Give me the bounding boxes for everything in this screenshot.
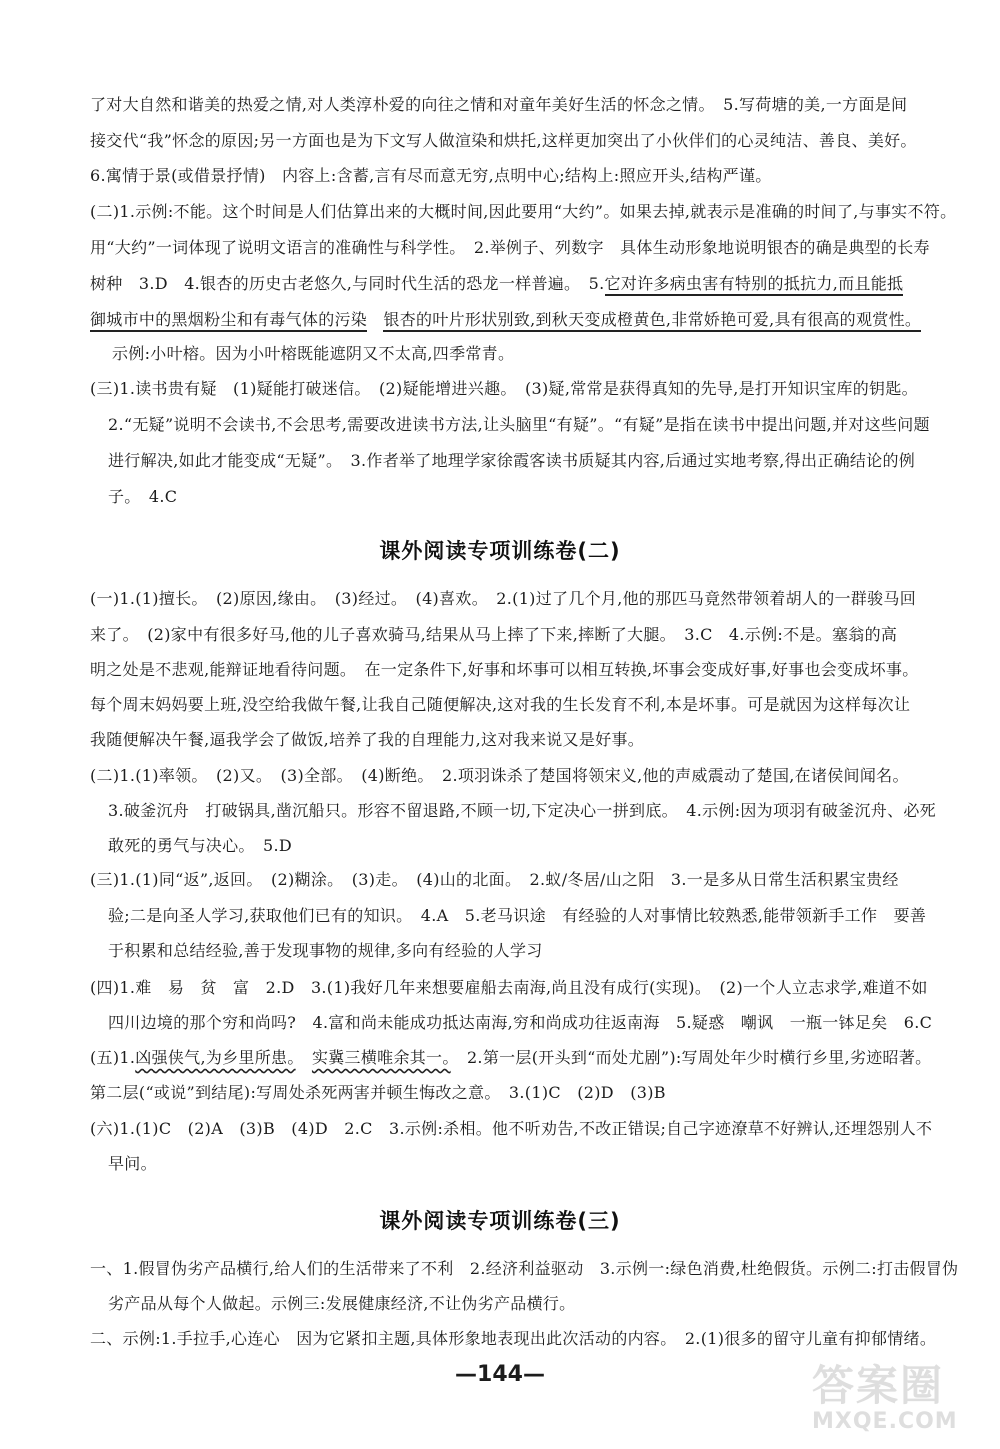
underlined-answer: 御城市中的黑烟粉尘和有毒气体的污染 xyxy=(90,310,367,332)
text-line: 接交代“我”怀念的原因;另一方面也是为下文写人做渲染和烘托,这样更加突出了小伙伴们的心灵纯洁、善良、美好。 xyxy=(90,131,917,150)
text-line: (三)1.(1)同“返”,返回。 (2)糊涂。 (3)走。 (4)山的北面。 2.蚁/冬居/山之阳 3.一是多从日常生活积累宝贵经 xyxy=(90,870,899,889)
text-line: 验;二是向圣人学习,获取他们已有的知识。 4.A 5.老马识途 有经验的人对事情比较熟悉,能带领新手工作 要善 xyxy=(108,906,927,925)
text-line: 子。 4.C xyxy=(108,487,178,506)
wavy-underlined-answer: 实冀三横唯余其一。 xyxy=(311,1048,451,1067)
text-line: (六)1.(1)C (2)A (3)B (4)D 2.C 3.示例:杀相。他不听劝告,不改正错误;自己字迹潦草不好辨认,还埋怨别人不 xyxy=(90,1119,933,1138)
text-line: 我随便解决午餐,逼我学会了做饭,培养了我的自理能力,这对我来说又是好事。 xyxy=(90,730,645,749)
text-segment: 树种 3.D 4.银杏的历史古老悠久,与同时代生活的恐龙一样普遍。 5. xyxy=(90,274,605,293)
text-line: 用“大约”一词体现了说明文语言的准确性与科学性。 2.举例子、列数字 具体生动形象地说明银杏的确是典型的长寿 xyxy=(90,238,930,257)
text-line: 二、示例:1.手拉手,心连心 因为它紧扣主题,具体形象地表现出此次活动的内容。 2.(1)很多的留守儿童有抑郁情绪。 xyxy=(90,1329,937,1348)
section-heading: 课外阅读专项训练卷(三) xyxy=(379,1209,621,1233)
watermark-logo xyxy=(812,1363,992,1439)
wavy-underlined-answer: 凶强侠气,为乡里所患。 xyxy=(135,1048,296,1067)
section-heading: 课外阅读专项训练卷(二) xyxy=(379,539,621,563)
text-line: 每个周末妈妈要上班,没空给我做午餐,让我自己随便解决,这对我的生长发育不利,本是坏事。可是就因为这样每次让 xyxy=(90,695,911,714)
text-line xyxy=(90,273,1000,295)
text-line: 于积累和总结经验,善于发现事物的规律,多向有经验的人学习 xyxy=(108,941,543,960)
text-line xyxy=(90,309,1000,331)
text-line: 早问。 xyxy=(108,1154,157,1173)
text-line: (四)1.难 易 贫 富 2.D 3.(1)我好几年来想要雇船去南海,尚且没有成行(实现)。 (2)一个人立志求学,难道不如 xyxy=(90,978,928,997)
text-segment: 2.第一层(开头到“而处尤剧”):写周处年少时横行乡里,劣迹昭著。 xyxy=(450,1048,932,1067)
underlined-answer: 银杏的叶片形状别致,到秋天变成橙黄色,非常娇艳可爱,具有很高的观赏性。 xyxy=(383,310,921,332)
text-segment xyxy=(367,310,383,329)
text-line: 6.寓情于景(或借景抒情) 内容上:含蓄,言有尽而意无穷,点明中心;结构上:照应开头,结构严谨。 xyxy=(90,166,772,185)
text-line: 一、1.假冒伪劣产品横行,给人们的生活带来了不利 2.经济利益驱动 3.示例一:绿色消费,杜绝假货。示例二:打击假冒伪 xyxy=(90,1259,959,1278)
text-segment: (五)1. xyxy=(90,1048,136,1067)
text-line: (二)1.(1)率领。 (2)又。 (3)全部。 (4)断绝。 2.项羽诛杀了楚国将领宋义,他的声威震动了楚国,在诸侯间闻名。 xyxy=(90,766,909,785)
text-line: 示例:小叶榕。因为小叶榕既能遮阴又不太高,四季常青。 xyxy=(112,344,515,363)
text-line: 明之处是不悲观,能辩证地看待问题。 在一定条件下,好事和坏事可以相互转换,坏事会变成好事,好事也会变成坏事。 xyxy=(90,660,919,679)
text-line: 2.“无疑”说明不会读书,不会思考,需要改进读书方法,让头脑里“有疑”。“有疑”是指在读书中提出问题,并对这些问题 xyxy=(108,415,930,434)
text-line: 第二层(“或说”到结尾):写周处杀死两害并顿生悔改之意。 3.(1)C (2)D (3)B xyxy=(90,1083,666,1102)
text-segment xyxy=(296,1048,312,1067)
text-line: (二)1.示例:不能。这个时间是人们估算出来的大概时间,因此要用“大约”。如果去掉,就表示是准确的时间了,与事实不符。 xyxy=(90,202,957,221)
text-line: 四川边境的那个穷和尚吗? 4.富和尚未能成功抵达南海,穷和尚成功往返南海 5.疑惑 嘲讽 一瓶一钵足矣 6.C xyxy=(108,1013,933,1032)
underlined-answer: 它对许多病虫害有特别的抵抗力,而且能抵 xyxy=(605,274,904,296)
watermark-logo-text: 答案圈 xyxy=(812,1361,945,1410)
text-line: (一)1.(1)擅长。 (2)原因,缘由。 (3)经过。 (4)喜欢。 2.(1)过了几个月,他的那匹马竟然带领着胡人的一群骏马回 xyxy=(90,589,917,608)
page-number: —144— xyxy=(455,1362,545,1387)
text-line: 3.破釜沉舟 打破锅具,凿沉船只。形容不留退路,不顾一切,下定决心一拼到底。 4.示例:因为项羽有破釜沉舟、必死 xyxy=(108,801,936,820)
watermark-url: MXQE.COM xyxy=(812,1409,958,1434)
text-line: 敢死的勇气与决心。 5.D xyxy=(108,836,292,855)
text-line: 来了。 (2)家中有很多好马,他的儿子喜欢骑马,结果从马上摔了下来,摔断了大腿。 3.C 4.示例:不是。塞翁的高 xyxy=(90,625,898,644)
text-line: (三)1.读书贵有疑 (1)疑能打破迷信。 (2)疑能增进兴趣。 (3)疑,常常是获得真知的先导,是打开知识宝库的钥匙。 xyxy=(90,379,918,398)
text-line xyxy=(90,1047,1000,1069)
text-line: 了对大自然和谐美的热爱之情,对人类淳朴爱的向往之情和对童年美好生活的怀念之情。 5.写荷塘的美,一方面是间 xyxy=(90,95,908,114)
text-line: 劣产品从每个人做起。示例三:发展健康经济,不让伪劣产品横行。 xyxy=(108,1294,576,1313)
text-line: 进行解决,如此才能变成“无疑”。 3.作者举了地理学家徐霞客读书质疑其内容,后通过实地考察,得出正确结论的例 xyxy=(108,451,916,470)
